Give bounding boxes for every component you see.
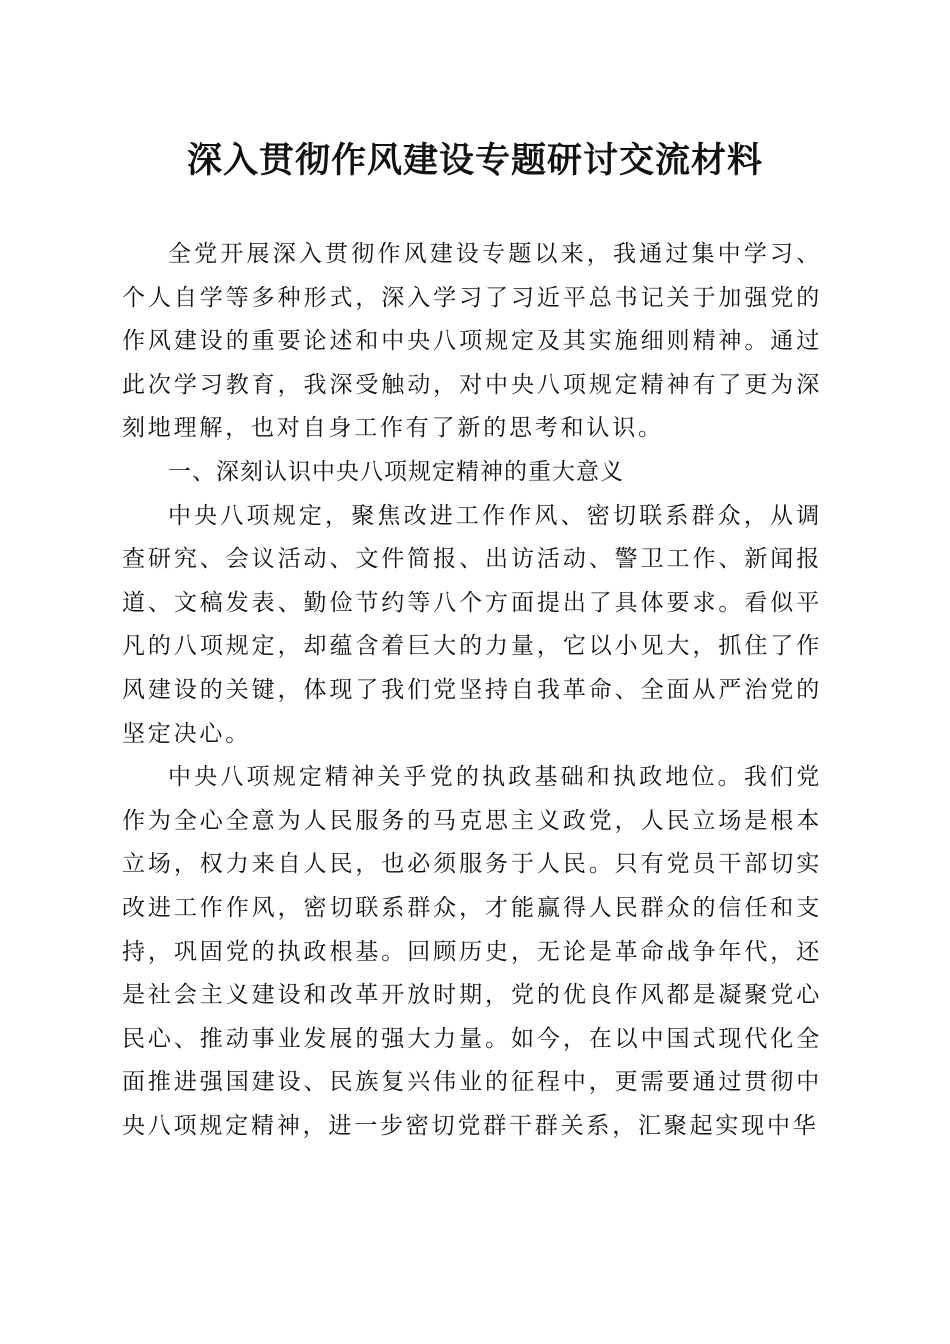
paragraph-eight-rules: 中央八项规定，聚焦改进工作作风、密切联系群众，从调查研究、会议活动、文件简报、出访活动、警卫工作、新闻报道、文稿发表、勤俭节约等八个方面提出了具体要求。看似平凡的八项规定，却蕴含着巨大的力量，它以小见大，抓住了作风建设的关键，体现了我们党坚持自我革命、全面从严治党的坚定决心。	[122, 502, 822, 747]
section-heading: 一、深刻认识中央八项规定精神的重大意义	[168, 458, 624, 485]
paragraph-intro: 全党开展深入贯彻作风建设专题以来，我通过集中学习、个人自学等多种形式，深入学习了习近平总书记关于加强党的作风建设的重要论述和中央八项规定及其实施细则精神。通过此次学习教育，我深受触动，对中央八项规定精神有了更为深刻地理解，也对自身工作有了新的思考和认识。	[122, 241, 822, 442]
paragraph-governing-foundation: 中央八项规定精神关乎党的执政基础和执政地位。我们党作为全心全意为人民服务的马克思主义政党，人民立场是根本立场，权力来自人民，也必须服务于人民。只有党员干部切实改进工作作风，密切联系群众，才能赢得人民群众的信任和支持，巩固党的执政根基。回顾历史，无论是革命战争年代，还是社会主义建设和改革开放时期，党的优良作风都是凝聚党心民心、推动事业发展的强大力量。如今，在以中国式现代化全面推进强国建设、民族复兴伟业的征程中，更需要通过贯彻中央八项规定精神，进一步密切党群干群关系，汇聚起实现中华	[122, 764, 822, 1139]
document-body	[122, 233, 822, 1148]
document-title: 深入贯彻作风建设专题研讨交流材料	[186, 140, 763, 181]
